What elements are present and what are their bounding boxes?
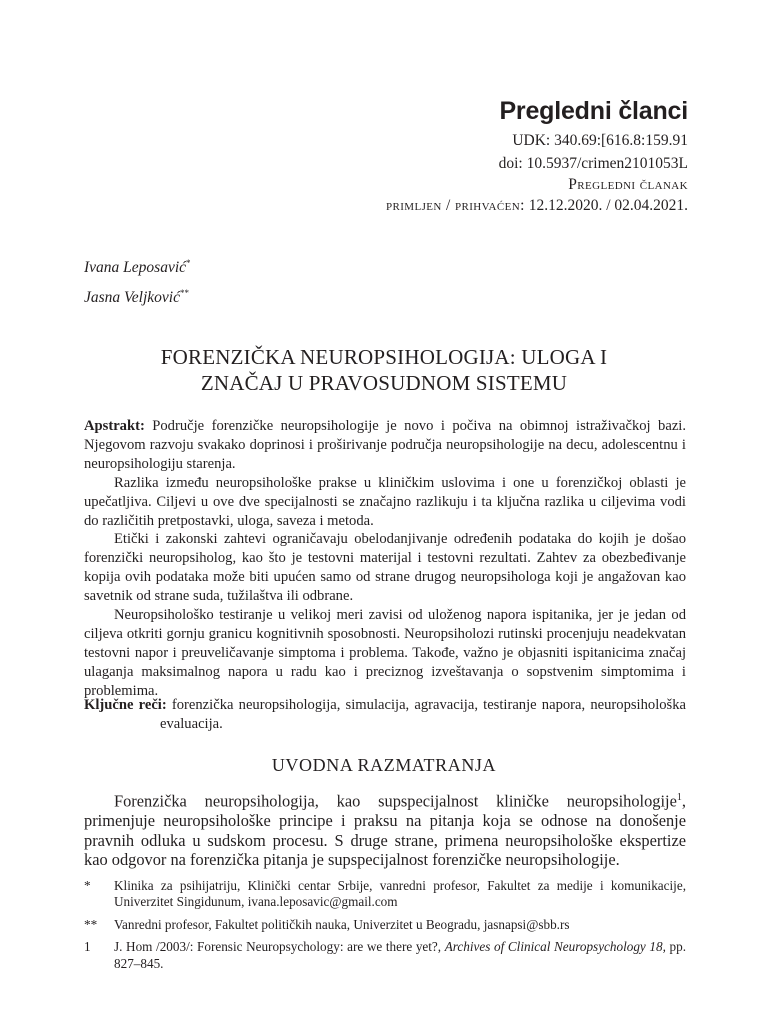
footnote-2: [84, 917, 686, 933]
abstract-paragraph-4: Neuropsihološko testiranje u velikoj meri zavisi od uloženog napora ispitanika, jer je jedan od ciljeva otkriti gornju granicu kognitivnih sposobnosti. Neuropsiholozi rutinski procenjuju neadekvatan testovni napor i preuveličavanje simptoma i problema. Takođe, važno je objasniti ispitanicima značaj ulaganja maksimalnog napora u radu kao i preciznog izveštavanja o sopstvenim simptomima i problemima.: [84, 607, 686, 699]
footnote-text: Vanredni profesor, Fakultet političkih nauka, Univerzitet u Beogradu, jasnapsi@sbb.rs: [114, 916, 570, 932]
received-accepted-dates: [386, 197, 688, 215]
title-line-2: ZNAČAJ U PRAVOSUDNOM SISTEMU: [200, 371, 568, 395]
author-name: Ivana Leposavić: [84, 259, 187, 277]
intro-text-b: , primenjuje neuropsihološke principe i praksu na pitanja koja se odnose na donošenje pravnih odluka u sudskom procesu. S druge strane, primena neuropsihološke ekspertize kao odgovor na forenzička pitanja je supspecijalnost forenzičke neuropsihologije.: [84, 791, 686, 870]
footnote-mark: **: [84, 916, 98, 932]
abstract-text: Područje forenzičke neuropsihologije je novo i počiva na obimnoj istraživačkoj bazi. Njegovom razvoju svakako doprinosi i proširivanje područja neuropsihologije na decu, adolescentnu i neuropsihologiju starenja.: [84, 418, 686, 472]
intro-text-a: Forenzička neuropsihologija, kao supspecijalnost kliničke neuropsihologije: [114, 791, 677, 811]
footnote-text: Klinika za psihijatriju, Klinički centar Srbije, vanredni profesor, Fakultet za medije i komunikacije, Univerzitet Singidunum, ivana.leposavic@gmail.com: [114, 878, 686, 910]
keywords: [84, 696, 686, 734]
title-line-1: FORENZIČKA NEUROPSIHOLOGIJA: ULOGA I: [160, 345, 608, 369]
abstract-paragraph-2: Razlika između neuropsihološke prakse u kliničkim uslovima i one u forenzičkoj oblasti je upečatljiva. Ciljevi u ove dve specijalnosti se značajno razlikuju i ta ključna razlika u ciljevima vodi do različitih pretpostavki, uloga, saveza i metoda.: [84, 474, 686, 529]
author-footnote-mark: **: [179, 288, 189, 298]
dates-value: 12.12.2020. / 02.04.2021.: [524, 197, 688, 214]
section-heading-intro: UVODNA RAZMATRANJA: [271, 755, 497, 775]
footnote-mark: *: [84, 878, 91, 893]
author-1: [84, 258, 191, 277]
intro-paragraph: [84, 788, 686, 870]
article-type: Pregledni članak: [568, 176, 688, 193]
keywords-text: forenzička neuropsihologija, simulacija, agravacija, testiranje napora, neuropsihološka evaluacija.: [160, 697, 686, 732]
dates-label: primljen / prihvaćen:: [385, 197, 525, 214]
citation-text: J. Hom /2003/: Forensic Neuropsychology: are we there yet?,: [114, 939, 445, 955]
abstract-label: Apstrakt:: [84, 418, 145, 434]
abstract-paragraph-3: Etički i zakonski zahtevi ograničavaju obelodanjivanje određenih podataka do kojih je došao forenzički neuropsiholog, kao što je testovni materijal i testovni rezultati. Zahtev za obezbeđivanje kopija ovih podataka može biti upućen samo od strane drugog neuropsihologa koji je angažovan kao savetnik od strane suda, tužilaštva ili odbrane.: [84, 531, 686, 605]
citation-pages: pp. 827–845.: [114, 939, 687, 971]
keywords-label: Ključne reči:: [84, 697, 167, 713]
footnote-text: [114, 939, 686, 972]
abstract: [84, 417, 686, 701]
doi: doi: 10.5937/crimen2101053L: [498, 155, 688, 172]
section-heading: Pregledni članci: [499, 97, 688, 125]
footnote-1: [84, 878, 686, 911]
author-name: Jasna Veljković: [84, 289, 180, 307]
article-title: [84, 344, 684, 396]
footnote-ref[interactable]: 1: [676, 792, 682, 803]
author-footnote-mark: *: [186, 258, 191, 268]
author-2: [84, 288, 189, 307]
abstract-paragraph-1: [84, 417, 686, 474]
footnotes: [84, 878, 686, 978]
journal-name: Archives of Clinical Neuropsychology 18,: [444, 939, 666, 955]
footnote-mark: 1: [84, 939, 91, 955]
footnote-3: [84, 939, 686, 972]
udk-code: UDK: 340.69:[616.8:159.91: [512, 132, 688, 149]
